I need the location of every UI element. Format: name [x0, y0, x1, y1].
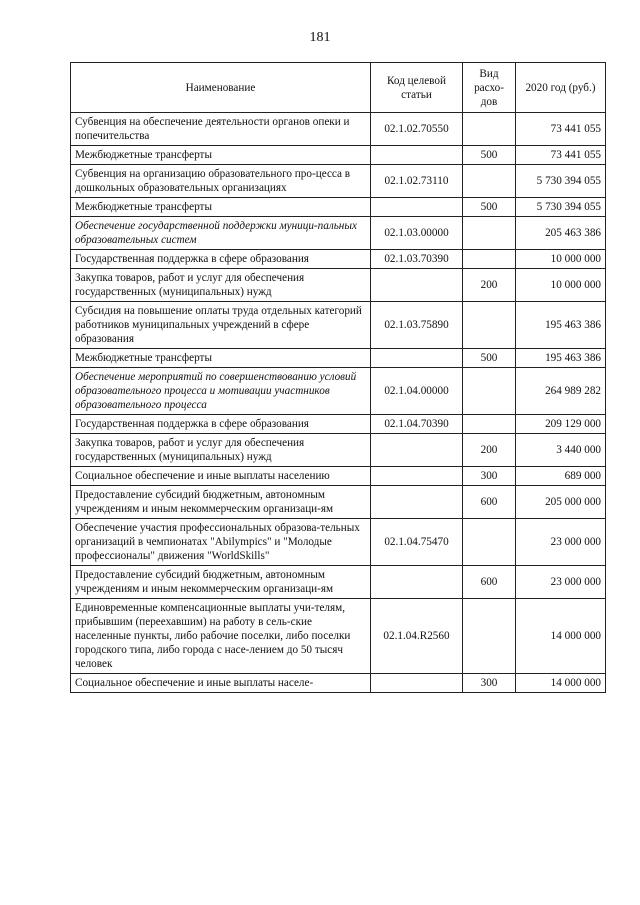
cell-kind [463, 113, 516, 146]
cell-amount: 73 441 055 [516, 146, 606, 165]
cell-name: Обеспечение мероприятий по совершенствованию условий образовательного процесса и мотивации участников образовательного процесса [71, 368, 371, 415]
table-row [71, 146, 606, 165]
cell-code [371, 146, 463, 165]
cell-code [371, 486, 463, 519]
cell-amount: 205 463 386 [516, 217, 606, 250]
table-row [71, 250, 606, 269]
cell-kind [463, 599, 516, 674]
table-row [71, 415, 606, 434]
table-row [71, 165, 606, 198]
table-row [71, 486, 606, 519]
cell-amount: 14 000 000 [516, 599, 606, 674]
cell-name: Межбюджетные трансферты [71, 198, 371, 217]
cell-kind: 200 [463, 269, 516, 302]
table-row [71, 349, 606, 368]
cell-code [371, 566, 463, 599]
cell-code [371, 349, 463, 368]
table-row [71, 674, 606, 693]
table-row [71, 269, 606, 302]
cell-amount: 205 000 000 [516, 486, 606, 519]
cell-kind: 500 [463, 198, 516, 217]
cell-kind: 600 [463, 566, 516, 599]
table-row [71, 302, 606, 349]
cell-amount: 14 000 000 [516, 674, 606, 693]
cell-code: 02.1.02.70550 [371, 113, 463, 146]
cell-amount: 195 463 386 [516, 349, 606, 368]
cell-amount: 209 129 000 [516, 415, 606, 434]
table-row [71, 198, 606, 217]
cell-kind: 500 [463, 146, 516, 165]
cell-amount: 195 463 386 [516, 302, 606, 349]
cell-kind [463, 415, 516, 434]
cell-amount: 10 000 000 [516, 269, 606, 302]
cell-name: Обеспечение государственной поддержки муници-пальных образовательных систем [71, 217, 371, 250]
cell-kind [463, 217, 516, 250]
table-body [71, 113, 606, 693]
cell-kind: 200 [463, 434, 516, 467]
cell-amount: 23 000 000 [516, 519, 606, 566]
table-row [71, 217, 606, 250]
table-row [71, 113, 606, 146]
header-kind: Вид расхо-дов [463, 63, 516, 113]
table-row [71, 368, 606, 415]
cell-name: Единовременные компенсационные выплаты учи-телям, прибывшим (переехавшим) на работу в сель-ские населенные пункты, либо рабочие поселки, либо поселки городского типа, либо города с насе-лением до 50 тысяч человек [71, 599, 371, 674]
budget-table [70, 62, 606, 693]
table-row [71, 599, 606, 674]
cell-name: Закупка товаров, работ и услуг для обеспечения государственных (муниципальных) нужд [71, 269, 371, 302]
cell-code: 02.1.04.00000 [371, 368, 463, 415]
table-row [71, 434, 606, 467]
cell-kind: 300 [463, 467, 516, 486]
cell-code [371, 198, 463, 217]
cell-code: 02.1.03.75890 [371, 302, 463, 349]
cell-name: Субвенция на обеспечение деятельности органов опеки и попечительства [71, 113, 371, 146]
cell-kind [463, 302, 516, 349]
cell-code: 02.1.04.70390 [371, 415, 463, 434]
cell-amount: 73 441 055 [516, 113, 606, 146]
cell-name: Обеспечение участия профессиональных образова-тельных организаций в чемпионатах "Abilympics" и "Молодые профессионалы" движения "WorldSkills" [71, 519, 371, 566]
cell-name: Государственная поддержка в сфере образования [71, 415, 371, 434]
cell-name: Межбюджетные трансферты [71, 349, 371, 368]
cell-name: Предоставление субсидий бюджетным, автономным учреждениям и иным некоммерческим организаци-ям [71, 486, 371, 519]
table-row [71, 566, 606, 599]
cell-kind: 600 [463, 486, 516, 519]
cell-amount: 3 440 000 [516, 434, 606, 467]
cell-code: 02.1.02.73110 [371, 165, 463, 198]
cell-code: 02.1.03.00000 [371, 217, 463, 250]
table-row [71, 467, 606, 486]
cell-code [371, 467, 463, 486]
cell-name: Предоставление субсидий бюджетным, автономным учреждениям и иным некоммерческим организаци-ям [71, 566, 371, 599]
cell-amount: 23 000 000 [516, 566, 606, 599]
cell-amount: 264 989 282 [516, 368, 606, 415]
cell-code: 02.1.04.R2560 [371, 599, 463, 674]
cell-amount: 10 000 000 [516, 250, 606, 269]
cell-code: 02.1.03.70390 [371, 250, 463, 269]
table-row [71, 519, 606, 566]
cell-kind: 300 [463, 674, 516, 693]
cell-name: Субсидия на повышение оплаты труда отдельных категорий работников муниципальных учреждений в сфере образования [71, 302, 371, 349]
cell-name: Межбюджетные трансферты [71, 146, 371, 165]
cell-kind [463, 519, 516, 566]
header-amount: 2020 год (руб.) [516, 63, 606, 113]
cell-amount: 5 730 394 055 [516, 165, 606, 198]
cell-kind [463, 165, 516, 198]
header-name: Наименование [71, 63, 371, 113]
cell-amount: 5 730 394 055 [516, 198, 606, 217]
header-code: Код целевой статьи [371, 63, 463, 113]
table-header-row [71, 63, 606, 113]
cell-code: 02.1.04.75470 [371, 519, 463, 566]
cell-name: Закупка товаров, работ и услуг для обеспечения государственных (муниципальных) нужд [71, 434, 371, 467]
cell-name: Государственная поддержка в сфере образования [71, 250, 371, 269]
cell-code [371, 269, 463, 302]
cell-name: Социальное обеспечение и иные выплаты населению [71, 467, 371, 486]
cell-kind [463, 250, 516, 269]
cell-code [371, 674, 463, 693]
page-number: 181 [309, 30, 331, 45]
cell-kind [463, 368, 516, 415]
cell-name: Социальное обеспечение и иные выплаты населе- [71, 674, 371, 693]
cell-name: Субвенция на организацию образовательного про-цесса в дошкольных образовательных организациях [71, 165, 371, 198]
cell-code [371, 434, 463, 467]
cell-amount: 689 000 [516, 467, 606, 486]
cell-kind: 500 [463, 349, 516, 368]
